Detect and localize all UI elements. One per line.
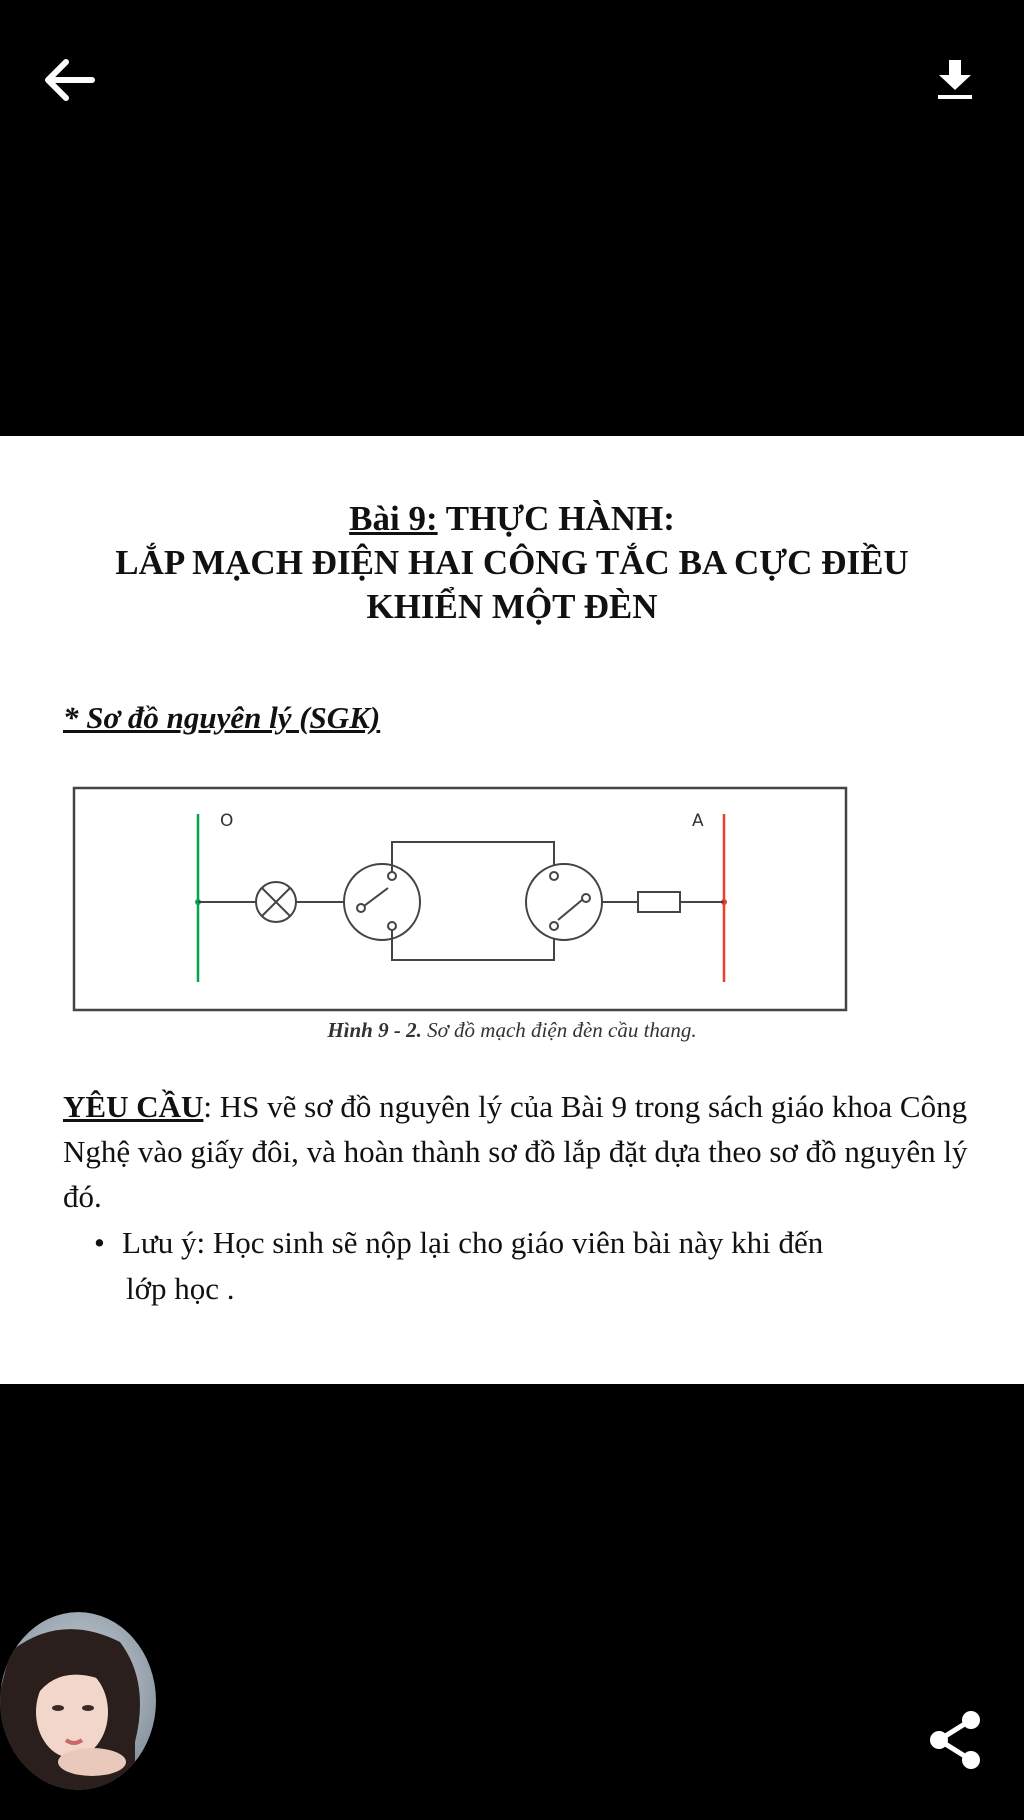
caption-text: Sơ đồ mạch điện đèn cầu thang. bbox=[421, 1018, 697, 1042]
share-button[interactable] bbox=[915, 1700, 995, 1780]
share-icon bbox=[927, 1710, 983, 1770]
circuit-diagram bbox=[70, 784, 850, 1014]
note-item bbox=[94, 1220, 974, 1312]
note-line-2: lớp học . bbox=[126, 1271, 235, 1306]
caption-number: Hình 9 - 2. bbox=[327, 1018, 422, 1042]
requirement-text: : HS vẽ sơ đồ nguyên lý của Bài 9 trong sách giáo khoa Công Nghệ vào giấy đôi, và hoàn thành sơ đồ lắp đặt dựa theo sơ đồ nguyên lý đó. bbox=[63, 1089, 968, 1214]
requirement-label: YÊU CẦU bbox=[63, 1089, 204, 1124]
fuse-symbol bbox=[638, 892, 680, 912]
back-button[interactable] bbox=[30, 40, 110, 120]
page-title-line-1 bbox=[0, 496, 1024, 542]
page-title-line-3: KHIỂN MỘT ĐÈN bbox=[366, 587, 658, 626]
download-button[interactable] bbox=[915, 40, 995, 120]
title-suffix: THỰC HÀNH: bbox=[437, 499, 675, 538]
note-bullet: • bbox=[94, 1225, 105, 1260]
switch-1-symbol bbox=[344, 864, 420, 940]
figure-caption bbox=[0, 1018, 1024, 1043]
arrow-left-icon bbox=[44, 58, 96, 102]
user-avatar[interactable] bbox=[0, 1612, 157, 1790]
document-page bbox=[0, 436, 1024, 1384]
avatar-image bbox=[0, 1612, 157, 1790]
title-prefix: Bài 9: bbox=[349, 499, 438, 538]
label-o: O bbox=[220, 811, 234, 831]
label-a: A bbox=[692, 811, 704, 831]
switch-2-symbol bbox=[526, 864, 602, 940]
page-title-line-2: LẮP MẠCH ĐIỆN HAI CÔNG TẮC BA CỰC ĐIỀU bbox=[115, 543, 909, 582]
section-title: * Sơ đồ nguyên lý (SGK) bbox=[63, 700, 381, 735]
requirement-paragraph bbox=[63, 1084, 983, 1219]
note-line-1: Lưu ý: Học sinh sẽ nộp lại cho giáo viên bài này khi đến bbox=[122, 1225, 824, 1260]
download-icon bbox=[935, 58, 975, 102]
